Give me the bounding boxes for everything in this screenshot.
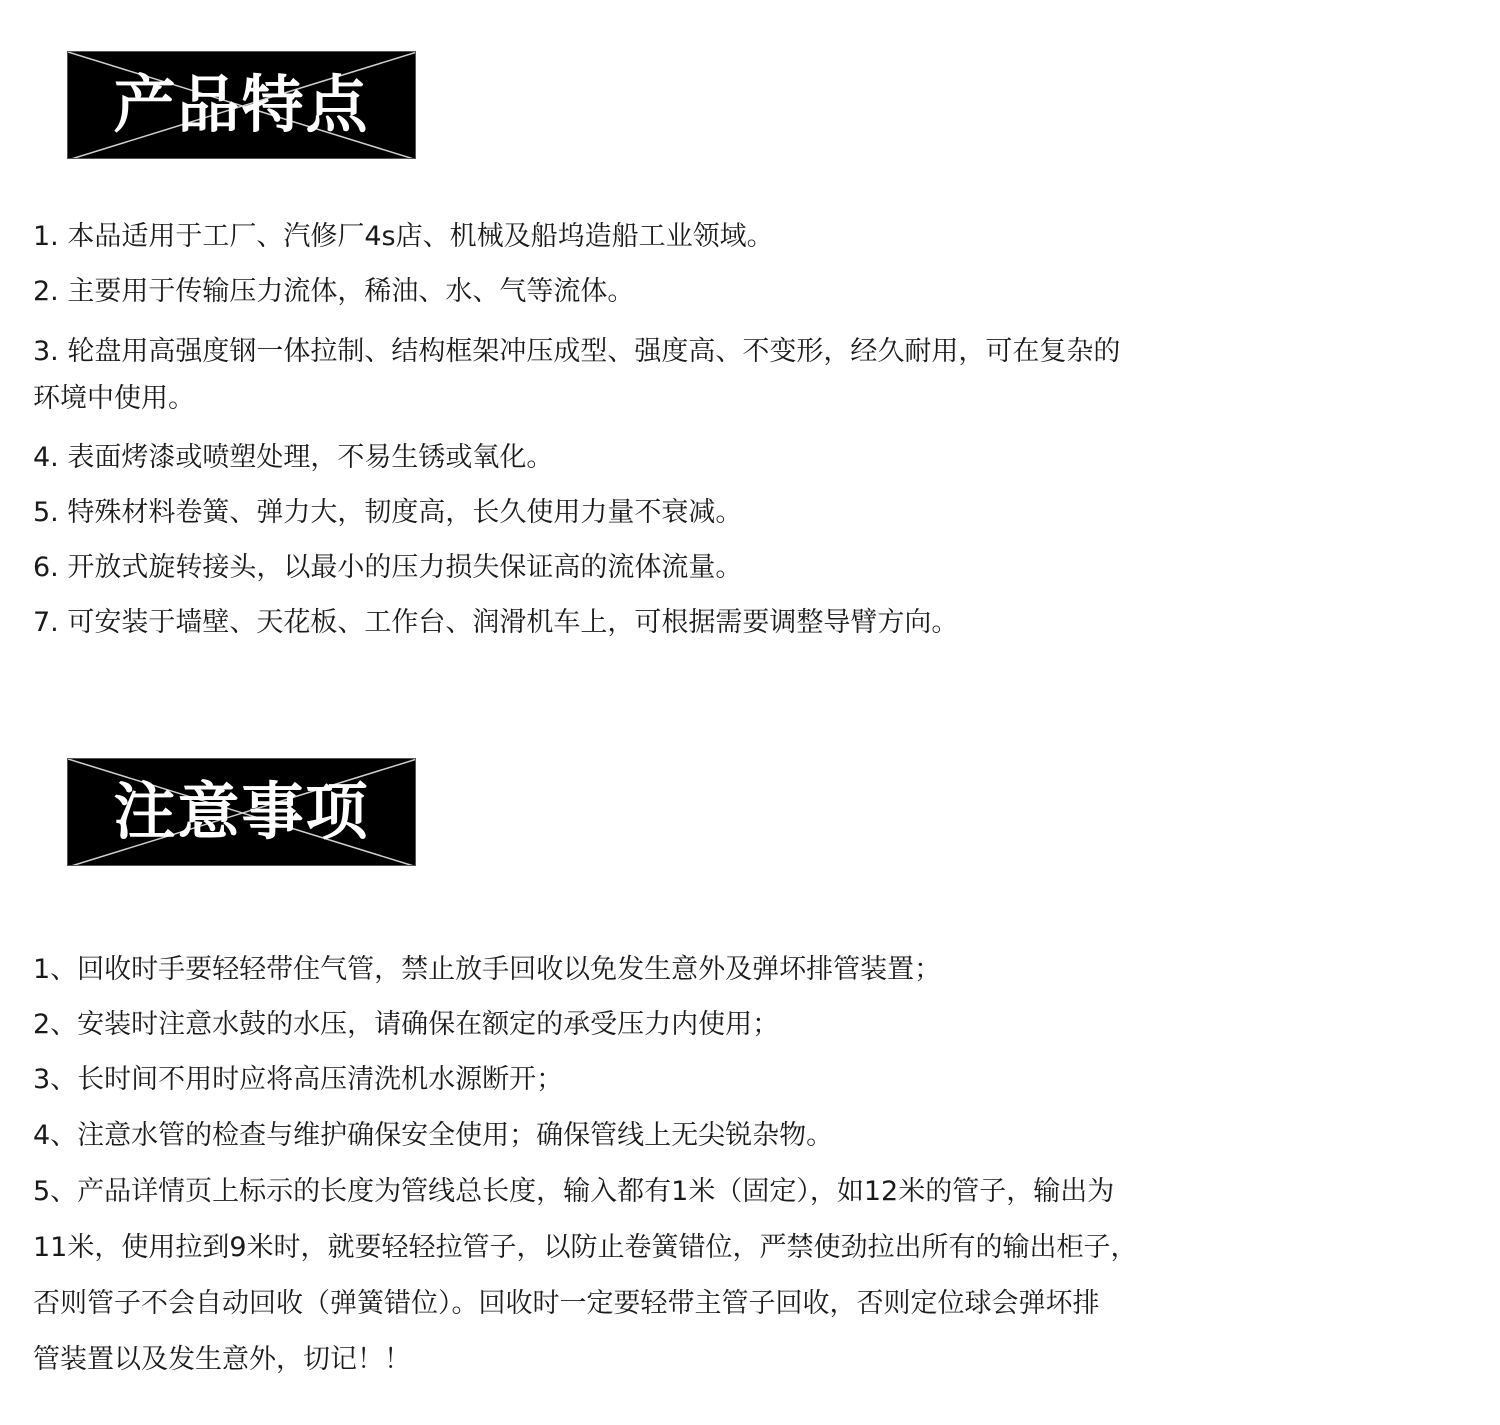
notices-title: 注意事项 xyxy=(113,775,370,848)
feature-line-4: 4. 表面烤漆或喷塑处理，不易生锈或氧化。 xyxy=(33,442,554,473)
feature-line-1: 1. 本品适用于工厂、汽修厂4s店、机械及船坞造船工业领域。 xyxy=(33,221,774,252)
notice-line-4: 4、注意水管的检查与维护确保安全使用；确保管线上无尖锐杂物。 xyxy=(33,1120,834,1151)
feature-line-3: 3. 轮盘用高强度钢一体拉制、结构框架冲压成型、强度高、不变形，经久耐用，可在复杂的 xyxy=(33,336,1121,367)
feature-line-2: 2. 主要用于传输压力流体，稀油、水、气等流体。 xyxy=(33,276,635,307)
feature-line-6: 6. 开放式旋转接头，以最小的压力损失保证高的流体流量。 xyxy=(33,552,743,583)
notice-line-5: 5、产品详情页上标示的长度为管线总长度，输入都有1米（固定），如12米的管子，输出为 xyxy=(33,1176,1115,1207)
notices-list xyxy=(33,0,1288,1425)
feature-line-7: 7. 可安装于墙壁、天花板、工作台、润滑机车上，可根据需要调整导臂方向。 xyxy=(33,607,959,638)
feature-line-3-cont: 环境中使用。 xyxy=(33,383,195,414)
feature-line-5: 5. 特殊材料卷簧、弹力大，韧度高，长久使用力量不衰减。 xyxy=(33,497,743,528)
notice-line-5-cont-3: 管装置以及发生意外，切记！！ xyxy=(33,1344,411,1375)
notice-line-3: 3、长时间不用时应将高压清洗机水源断开； xyxy=(33,1064,564,1095)
notice-line-5-cont-1: 11米，使用拉到9米时，就要轻轻拉管子，以防止卷簧错位，严禁使劲拉出所有的输出柜子， xyxy=(33,1232,1138,1263)
notice-line-5-cont-2: 否则管子不会自动回收（弹簧错位）。回收时一定要轻带主管子回收，否则定位球会弹坏排 xyxy=(33,1288,1100,1319)
features-title: 产品特点 xyxy=(113,68,370,141)
notice-line-1: 1、回收时手要轻轻带住气管，禁止放手回收以免发生意外及弹坏排管装置； xyxy=(33,954,942,985)
notice-line-2: 2、安装时注意水鼓的水压，请确保在额定的承受压力内使用； xyxy=(33,1009,780,1040)
